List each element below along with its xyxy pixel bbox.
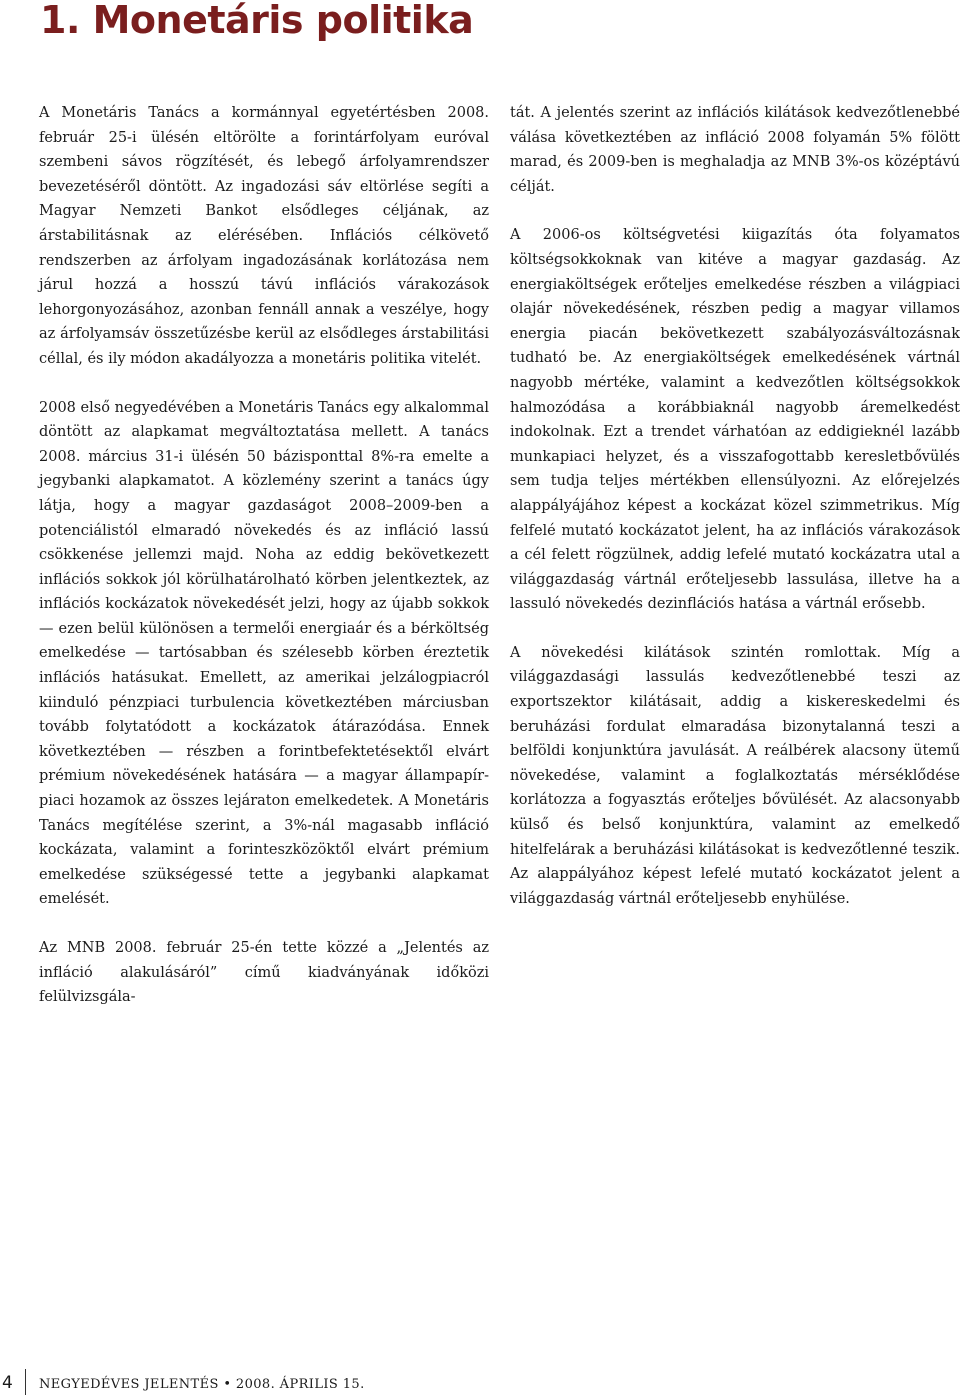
paragraph: A növekedési kilátások szintén romlottak. Míg a világgazdasági lassulás kedvezőtlenebbé teszi az exportszektor kilátásait, addig a kiskereskedelmi és beruházási fordulat elmaradása bizonytalanná teszi a belföldi konjunktúra javulását. A reálbérek alacsony ütemű növekedése, valamint a foglalkoztatás mérséklődése korlátozza a fogyasztás erőteljes bővülését. Az alacsonyabb külső és belső konjunktúra, valamint az emelkedő hitelfelárak a beruházási kilátásokat is kedvezőtlenné teszik. Az alappályához képest lefelé mutató kockázatot jelent a világgazdaság vártnál erőteljesebb enyhülése.	[510, 644, 960, 907]
page-footer	[0, 1369, 960, 1395]
right-column	[510, 101, 960, 935]
paragraph: 2008 első negyedévében a Monetáris Tanács egy alkalommal döntött az alapkamat megváltoztatása mellett. A tanács 2008. március 31-i ülésén 50 bázisponttal 8%-ra emelte a jegybanki alapkamatot. A közlemény szerint a tanács úgy látja, hogy a magyar gazdaságot 2008–2009-ben a potenciálistól elmaradó növekedés és az infláció lassú csökkenése jellemzi majd. Noha az eddig bekövetkezett inflációs sokkok jól körülhatárolható körben jelentkeztek, az inflációs kockázatok növekedését jelzi, hogy az újabb sokkok — ezen belül különösen a termelői energiaár és a bérköltség emelkedése — tartósabban és szélesebb körben éreztetik inflációs hatásukat. Emellett, az amerikai jelzálogpiacról kiinduló pénzpiaci turbulencia következtében márciusban tovább folytatódott a kockázatok átárazódása. Ennek következtében — részben a forintbefektetésektől elvárt prémium növekedésének hatására — a magyar állampapír-piaci hozamok az összes lejáraton emelkedetek. A Monetáris Tanács megítélése szerint, a 3%-nál magasabb infláció kockázata, valamint a forinteszközöktől elvárt prémium emelkedése szükségessé tette a jegybanki alapkamat emelését.	[39, 399, 489, 908]
footer-divider	[25, 1369, 26, 1395]
paragraph: Az MNB 2008. február 25-én tette közzé a „Jelentés az infláció alakulásáról” című kiadványának időközi felülvizsgála-	[39, 940, 489, 1006]
page-number: 4	[2, 1373, 13, 1393]
publication-line: NEGYEDÉVES JELENTÉS • 2008. ÁPRILIS 15.	[39, 1377, 365, 1392]
paragraph: A Monetáris Tanács a kormánnyal egyetértésben 2008. február 25-i ülésén eltörölte a forintárfolyam euróval szembeni sávos rögzítését, és lebegő árfolyamrendszer bevezetéséről döntött. Az ingadozási sáv eltörlése segíti a Magyar Nemzeti Bankot elsődleges céljának, az árstabilitásnak az elérésében. Inflációs célkövető rendszerben az árfolyam ingadozásának korlátozása nem járul hozzá a hosszú távú inflációs várakozások lehorgonyozásához, azonban fennáll annak a veszélye, hogy az árfolyamsáv összetűzésbe kerül az elsődleges árstabilitási céllal, és ily módon akadályozza a monetáris politika vitelét.	[39, 105, 489, 367]
left-column	[39, 101, 489, 1034]
page-title: 1. Monetáris politika	[40, 0, 474, 42]
paragraph: A 2006-os költségvetési kiigazítás óta folyamatos költségsokkoknak van kitéve a magyar gazdaság. Az energiaköltségek erőteljes emelkedése részben a világpiaci olajár növekedésének, részben pedig a magyar villamos energia piacán bekövetkezett szabályozásváltozásnak tudható be. Az energiaköltségek emelkedésének vártnál nagyobb mértéke, valamint a kedvezőtlen költségsokkok halmozódása a korábbiaknál nagyobb áremelkedést indokolnak. Ezt a trendet várhatóan az eddigieknél lazább munkapiaci helyzet, és a visszafogottabb keresletbővülés sem tudja teljes mértékben ellensúlyozni. Az előrejelzés alappályájához képest a kockázat közel szimmetrikus. Míg felfelé mutató kockázatot jelent, ha az inflációs várakozások a cél felett rögzülnek, addig lefelé mutató kockázatra utal a világgazdaság vártnál erőteljesebb lassulása, illetve ha a lassuló növekedés dezinflációs hatása a vártnál erősebb.	[510, 227, 960, 613]
paragraph: tát. A jelentés szerint az inflációs kilátások kedvezőtlenebbé válása következtében az infláció 2008 folyamán 5% fölött marad, és 2009-ben is meghaladja az MNB 3%-os középtávú célját.	[510, 105, 960, 195]
